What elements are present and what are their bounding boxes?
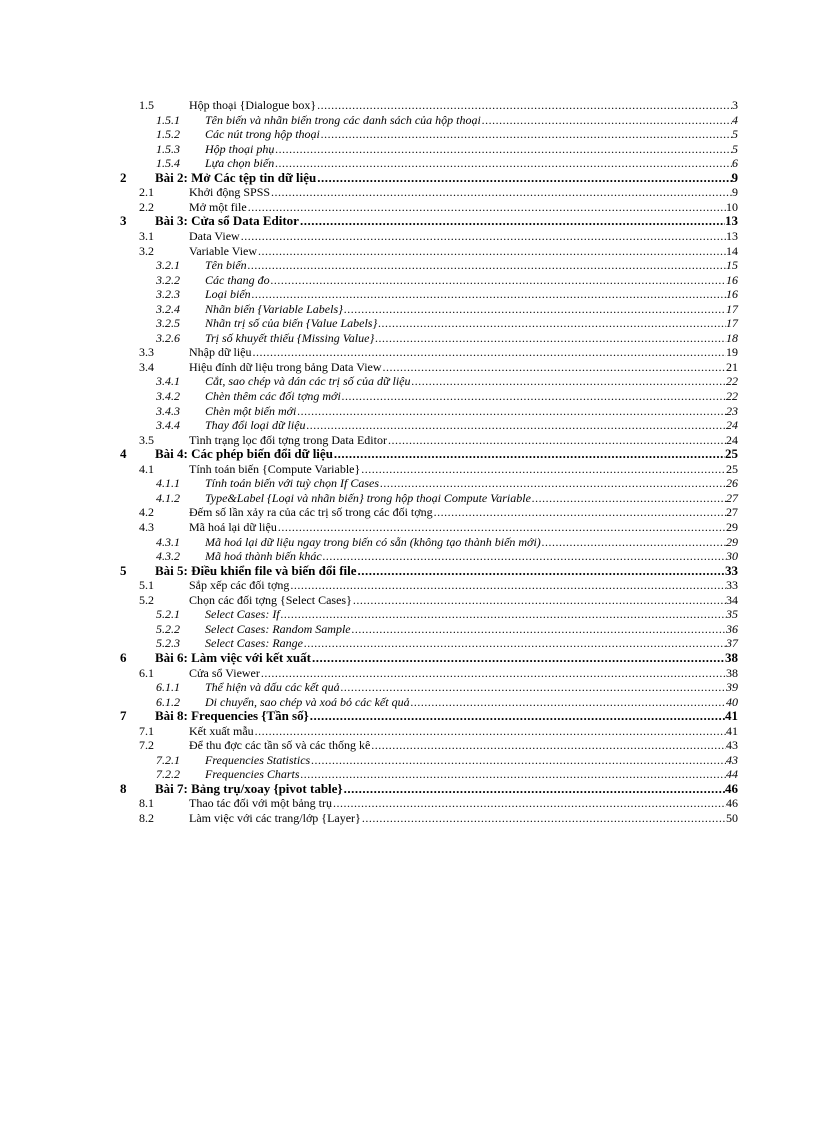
toc-entry-title: Hộp thoại phụ: [205, 141, 275, 156]
dot-leader: [312, 651, 725, 665]
toc-entry-page: 33: [725, 562, 738, 578]
toc-entry-title: Mã hoá thành biến khác: [205, 549, 322, 563]
toc-entry-title: Mở một file: [189, 199, 247, 214]
toc-entry[interactable]: [120, 345, 738, 359]
toc-entry-page: 6: [732, 156, 738, 171]
toc-entry[interactable]: [120, 433, 738, 447]
dot-leader: [388, 433, 726, 447]
toc-entry-page: 25: [726, 461, 738, 476]
dot-leader: [344, 782, 725, 796]
dot-leader: [353, 593, 726, 607]
toc-entry-number: 3.2.5: [156, 316, 180, 331]
toc-entry-page: 9: [731, 169, 738, 185]
toc-entry-number: 8.1: [139, 796, 154, 811]
toc-entry-page: 35: [726, 607, 738, 622]
toc-entry[interactable]: [120, 447, 738, 461]
toc-entry[interactable]: [120, 782, 738, 796]
dot-leader: [371, 738, 726, 752]
toc-entry-title: Chọn các đối tợng {Select Cases}: [189, 592, 352, 607]
toc-entry-page: 33: [726, 578, 738, 593]
toc-entry[interactable]: [120, 360, 738, 374]
toc-entry-page: 4: [732, 112, 738, 127]
dot-leader: [275, 142, 732, 156]
dot-leader: [317, 171, 731, 185]
toc-entry-number: 1.5.4: [156, 156, 180, 171]
toc-entry-number: 3.4: [139, 359, 154, 374]
dot-leader: [352, 622, 726, 636]
toc-entry-number: 3.4.3: [156, 403, 180, 418]
toc-entry-title: Frequencies Statistics: [205, 752, 311, 767]
toc-entry[interactable]: [120, 171, 738, 185]
dot-leader: [383, 360, 726, 374]
toc-entry-number: 3.2: [139, 243, 154, 258]
toc-entry-page: 16: [726, 272, 738, 287]
toc-entry[interactable]: [120, 331, 738, 345]
dot-leader: [375, 331, 726, 345]
toc-entry-number: 1.5.2: [156, 127, 180, 142]
toc-entry-page: 40: [726, 694, 738, 709]
toc-entry-page: 29: [726, 520, 738, 534]
toc-entry[interactable]: [120, 462, 738, 476]
toc-entry-title: Bài 7: Bảng trụ/xoay {pivot table}: [155, 780, 343, 796]
dot-leader: [323, 549, 726, 563]
toc-entry-number: 4.2: [139, 505, 154, 520]
toc-entry-title: Frequencies Charts: [205, 767, 300, 782]
toc-entry-number: 1.5.1: [156, 112, 180, 127]
dot-leader: [271, 273, 726, 287]
toc-entry-number: 6.1: [139, 665, 154, 680]
toc-entry[interactable]: [120, 476, 738, 490]
toc-entry[interactable]: [120, 535, 738, 549]
toc-entry-page: 22: [726, 389, 738, 403]
toc-entry-number: 7.2.1: [156, 752, 180, 767]
toc-entry[interactable]: [120, 98, 738, 112]
toc-entry-title: Loại biến: [205, 287, 251, 302]
toc-entry[interactable]: [120, 214, 738, 228]
dot-leader: [333, 796, 726, 810]
toc-entry-page: 26: [726, 476, 738, 491]
toc-entry[interactable]: [120, 811, 738, 825]
toc-entry[interactable]: [120, 738, 738, 752]
toc-entry[interactable]: [120, 724, 738, 738]
dot-leader: [380, 476, 726, 490]
toc-entry-title: Di chuyển, sao chép và xoá bỏ các kết quả: [205, 694, 410, 709]
toc-entry-page: 13: [725, 213, 738, 229]
toc-entry-number: 6: [120, 649, 127, 665]
toc-entry-title: Tên biến: [205, 258, 247, 273]
toc-entry-title: Tính toán biến với tuỳ chọn If Cases: [205, 476, 380, 491]
toc-entry[interactable]: [120, 622, 738, 636]
toc-entry-title: Type&Label {Loại và nhãn biến} trong hộp thoại Compute Variable: [205, 490, 531, 505]
toc-entry-title: Nhập dữ liệu: [189, 345, 252, 360]
toc-entry-number: 3.4.1: [156, 374, 180, 389]
toc-entry-page: 13: [726, 229, 738, 243]
toc-entry-number: 5.2: [139, 592, 154, 607]
toc-entry-title: Nhãn trị số của biến {Value Labels}: [205, 316, 378, 331]
toc-entry-number: 7: [120, 708, 127, 724]
dot-leader: [248, 200, 726, 214]
dot-leader: [341, 680, 726, 694]
toc-entry-title: Kết xuất mẫu: [189, 723, 254, 738]
toc-entry-title: Bài 6: Làm việc với kết xuất: [155, 649, 311, 665]
toc-entry-title: Sắp xếp các đối tợng: [189, 578, 290, 593]
toc-entry-page: 41: [725, 708, 738, 724]
toc-entry-page: 39: [726, 680, 738, 694]
toc-entry[interactable]: [120, 709, 738, 723]
dot-leader: [542, 535, 726, 549]
toc-entry-number: 1.5.3: [156, 141, 180, 156]
toc-entry-number: 3.4.4: [156, 418, 180, 433]
toc-entry-number: 6.1.2: [156, 694, 180, 709]
dot-leader: [344, 302, 726, 316]
dot-leader: [261, 666, 726, 680]
dot-leader: [248, 258, 726, 272]
toc-entry-title: Bài 5: Điều khiển file và biến đổi file: [155, 562, 357, 578]
dot-leader: [378, 316, 726, 330]
toc-entry-page: 34: [726, 592, 738, 607]
toc-entry-title: Tính toán biến {Compute Variable}: [189, 461, 361, 476]
toc-entry-number: 4.1.2: [156, 490, 180, 505]
toc-entry[interactable]: [120, 593, 738, 607]
toc-entry[interactable]: [120, 302, 738, 316]
toc-entry[interactable]: [120, 520, 738, 534]
toc-entry-title: Hộp thoại {Dialogue box}: [189, 98, 317, 112]
toc-entry-page: 19: [726, 345, 738, 360]
dot-leader: [412, 374, 726, 388]
toc-entry-number: 2.2: [139, 199, 154, 214]
dot-leader: [362, 811, 726, 825]
toc-entry-number: 2.1: [139, 185, 154, 200]
toc-entry-title: Bài 2: Mở Các tệp tin dữ liệu: [155, 169, 317, 185]
toc-entry-title: Các nút trong hộp thoại: [205, 127, 320, 142]
toc-entry-number: 3.2.3: [156, 287, 180, 302]
toc-entry[interactable]: [120, 127, 738, 141]
toc-entry[interactable]: [120, 695, 738, 709]
toc-entry-number: 5.1: [139, 578, 154, 593]
toc-entry-page: 44: [726, 767, 738, 782]
dot-leader: [321, 127, 732, 141]
toc-entry-number: 1.5: [139, 98, 154, 112]
toc-entry[interactable]: [120, 389, 738, 403]
toc-entry[interactable]: [120, 651, 738, 665]
toc-entry[interactable]: [120, 200, 738, 214]
toc-entry-page: 41: [726, 723, 738, 738]
dot-leader: [271, 185, 732, 199]
toc-entry-number: 3.4.2: [156, 389, 180, 403]
toc-entry-title: Thể hiện và dấu các kết quả: [205, 680, 340, 694]
toc-entry[interactable]: [120, 564, 738, 578]
toc-entry-page: 24: [726, 418, 738, 433]
toc-entry-page: 37: [726, 636, 738, 651]
dot-leader: [290, 578, 726, 592]
toc-entry-title: Làm việc với các trang/lớp {Layer}: [189, 811, 361, 825]
toc-entry-page: 17: [726, 316, 738, 331]
toc-entry[interactable]: [120, 549, 738, 563]
toc-entry-page: 46: [725, 780, 738, 796]
dot-leader: [297, 404, 726, 418]
toc-entry-page: 36: [726, 621, 738, 636]
toc-entry-title: Cửa sổ Viewer: [189, 665, 260, 680]
toc-entry-number: 4.3: [139, 520, 154, 534]
toc-entry[interactable]: [120, 636, 738, 650]
dot-leader: [258, 244, 726, 258]
toc-entry[interactable]: [120, 680, 738, 694]
toc-entry-number: 3: [120, 213, 127, 229]
toc-entry-title: Để thu đợc các tần số và các thống kê: [189, 738, 371, 753]
toc-entry-page: 22: [726, 374, 738, 389]
toc-entry-title: Lựa chọn biến: [205, 156, 275, 171]
toc-entry[interactable]: [120, 374, 738, 388]
toc-entry-number: 4.3.2: [156, 549, 180, 563]
toc-entry-page: 15: [726, 258, 738, 273]
toc-entry-page: 18: [726, 330, 738, 345]
toc-entry-page: 5: [732, 141, 738, 156]
toc-entry-page: 17: [726, 301, 738, 316]
dot-leader: [358, 564, 725, 578]
dot-leader: [342, 389, 726, 403]
toc-entry-page: 14: [726, 243, 738, 258]
toc-entry-number: 7.2: [139, 738, 154, 753]
dot-leader: [253, 345, 727, 359]
toc-entry-page: 5: [732, 127, 738, 142]
toc-entry[interactable]: [120, 404, 738, 418]
toc-entry-title: Data View: [189, 229, 240, 243]
toc-entry-title: Tên biến và nhãn biến trong các danh sách của hộp thoại: [205, 112, 481, 127]
dot-leader: [310, 709, 725, 723]
dot-leader: [281, 607, 726, 621]
toc-entry-number: 5.2.3: [156, 636, 180, 651]
toc-entry-number: 5.2.2: [156, 621, 180, 636]
toc-entry[interactable]: [120, 607, 738, 621]
toc-entry-page: 3: [732, 98, 738, 112]
toc-entry-number: 5.2.1: [156, 607, 180, 622]
toc-entry-title: Mã hoá lại dữ liệu ngay trong biến có sẵn (không tạo thành biến mới): [205, 534, 541, 549]
toc-entry[interactable]: [120, 142, 738, 156]
toc-entry[interactable]: [120, 767, 738, 781]
toc-entry-number: 7.2.2: [156, 767, 180, 782]
toc-entry-number: 4.1.1: [156, 476, 180, 491]
dot-leader: [307, 418, 726, 432]
toc-entry-number: 8.2: [139, 811, 154, 825]
toc-entry-page: 21: [726, 359, 738, 374]
dot-leader: [278, 520, 726, 534]
dot-leader: [411, 695, 726, 709]
dot-leader: [241, 229, 726, 243]
toc-entry[interactable]: [120, 578, 738, 592]
toc-entry-title: Tình trạng lọc đối tợng trong Data Editor: [189, 432, 387, 447]
toc-entry-number: 4.3.1: [156, 534, 180, 549]
toc-entry-page: 43: [726, 752, 738, 767]
toc-entry-number: 2: [120, 169, 127, 185]
toc-entry-page: 38: [725, 649, 738, 665]
toc-entry-title: Bài 4: Các phép biến đổi dữ liệu: [155, 446, 333, 462]
dot-leader: [317, 98, 732, 112]
toc-entry-page: 9: [732, 185, 738, 200]
toc-entry-title: Thay đổi loại dữ liệu: [205, 418, 306, 433]
toc-entry-number: 5: [120, 562, 127, 578]
toc-entry-number: 8: [120, 780, 127, 796]
toc-entry-number: 3.2.4: [156, 301, 180, 316]
toc-entry-page: 27: [726, 505, 738, 520]
dot-leader: [311, 753, 726, 767]
toc-entry-number: 3.5: [139, 432, 154, 447]
toc-entry-title: Select Cases: If: [205, 607, 280, 622]
dot-leader: [252, 287, 726, 301]
toc-entry[interactable]: [120, 316, 738, 330]
toc-entry-title: Các thang đo: [205, 272, 270, 287]
toc-entry-number: 3.2.1: [156, 258, 180, 273]
toc-entry[interactable]: [120, 258, 738, 272]
toc-entry-number: 7.1: [139, 723, 154, 738]
toc-entry-page: 29: [726, 534, 738, 549]
dot-leader: [275, 156, 732, 170]
dot-leader: [361, 462, 726, 476]
toc-entry-title: Thao tác đối với một bảng trụ: [189, 796, 332, 811]
dot-leader: [300, 214, 725, 228]
toc-entry-page: 50: [726, 811, 738, 825]
toc-entry-number: 6.1.1: [156, 680, 180, 694]
toc-entry[interactable]: [120, 273, 738, 287]
toc-entry-title: Bài 3: Cửa sổ Data Editor: [155, 213, 299, 229]
toc-entry-number: 4.1: [139, 461, 154, 476]
toc-entry[interactable]: [120, 666, 738, 680]
dot-leader: [301, 767, 726, 781]
toc-entry-title: Bài 8: Frequencies {Tần số}: [155, 708, 309, 724]
toc-entry-number: 3.1: [139, 229, 154, 243]
toc-entry-title: Khởi động SPSS: [189, 185, 271, 200]
toc-entry-number: 3.2.6: [156, 330, 180, 345]
toc-entry[interactable]: [120, 796, 738, 810]
toc-entry[interactable]: [120, 491, 738, 505]
toc-entry-title: Đếm số lần xảy ra của các trị số trong các đối tợng: [189, 505, 433, 520]
toc-entry[interactable]: [120, 185, 738, 199]
toc-entry-title: Trị số khuyết thiếu {Missing Value}: [205, 330, 375, 345]
toc-entry-title: Select Cases: Range: [205, 636, 303, 651]
dot-leader: [532, 491, 726, 505]
toc-entry-page: 16: [726, 287, 738, 302]
toc-entry-page: 46: [726, 796, 738, 811]
toc-entry[interactable]: [120, 113, 738, 127]
toc-entry-page: 38: [726, 665, 738, 680]
toc-entry-number: 3.3: [139, 345, 154, 360]
toc-entry-page: 10: [726, 199, 738, 214]
toc-entry[interactable]: [120, 244, 738, 258]
toc-entry[interactable]: [120, 229, 738, 243]
toc-entry-page: 30: [726, 549, 738, 563]
dot-leader: [482, 113, 732, 127]
toc-entry[interactable]: [120, 418, 738, 432]
toc-entry[interactable]: [120, 505, 738, 519]
toc-entry[interactable]: [120, 287, 738, 301]
toc-entry-title: Cắt, sao chép và dán các trị số của dữ liệu: [205, 374, 411, 389]
dot-leader: [255, 724, 726, 738]
toc-entry-page: 24: [726, 432, 738, 447]
dot-leader: [334, 447, 725, 461]
toc-entry-page: 23: [726, 403, 738, 418]
toc-entry[interactable]: [120, 156, 738, 170]
toc-entry-number: 3.2.2: [156, 272, 180, 287]
dot-leader: [434, 505, 726, 519]
toc-entry[interactable]: [120, 753, 738, 767]
toc-entry-page: 27: [726, 490, 738, 505]
toc-entry-title: Chèn một biến mới: [205, 403, 297, 418]
toc-entry-title: Chèn thêm các đối tợng mới: [205, 389, 341, 403]
dot-leader: [304, 636, 726, 650]
toc-entry-title: Mã hoá lại dữ liệu: [189, 520, 277, 534]
toc-entry-title: Select Cases: Random Sample: [205, 621, 351, 636]
toc-entry-title: Hiệu đính dữ liệu trong bảng Data View: [189, 359, 382, 374]
toc-entry-page: 25: [725, 446, 738, 462]
toc-entry-title: Variable View: [189, 243, 258, 258]
toc-entry-title: Nhãn biến {Variable Labels}: [205, 301, 343, 316]
toc-entry-number: 4: [120, 446, 127, 462]
toc-entry-page: 43: [726, 738, 738, 753]
